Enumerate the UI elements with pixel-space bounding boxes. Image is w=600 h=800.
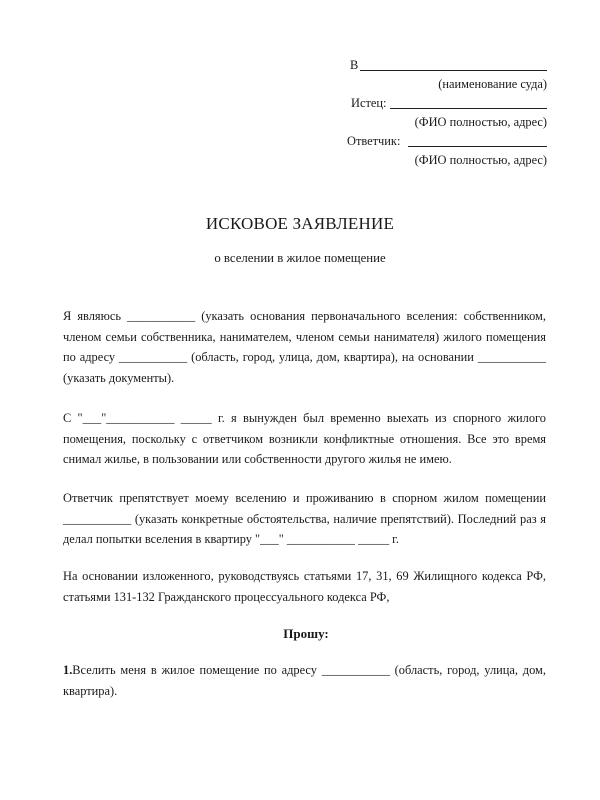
court-note-line — [340, 75, 550, 94]
request-item-text: Вселить меня в жилое помещение по адресу ___________ (область, город, улица, дом, квартира). — [63, 663, 546, 698]
defendant-label: Ответчик: — [347, 134, 401, 148]
plaintiff-label: Истец: — [351, 96, 387, 110]
paragraph-obstacles — [63, 488, 546, 550]
paragraph-departure-text: С "___"___________ _____ г. я вынужден был временно выехать из спорного жилого помещения, поскольку с ответчиком возникли конфликтные отношения. Все это время снимал жилье, в пользовании или собственности другого жилья не имею. — [63, 411, 546, 466]
paragraph-legal-basis-text: На основании изложенного, руководствуясь статьями 17, 31, 69 Жилищного кодекса РФ, статьями 131-132 Гражданского процессуального кодекса РФ, — [63, 569, 546, 604]
paragraph-basis — [63, 306, 546, 388]
defendant-line — [340, 132, 550, 151]
request-item-number: 1. — [63, 663, 73, 677]
request-heading: Прошу: — [283, 626, 329, 641]
document-title: ИСКОВОЕ ЗАЯВЛЕНИЕ — [205, 214, 395, 233]
paragraph-obstacles-text: Ответчик препятствует моему вселению и проживанию в спорном жилом помещении ___________ (указать конкретные обстоятельства, наличие препятствий). Последний раз я делал попытки вселения в квартиру "___" ___________ _____ г. — [63, 491, 546, 546]
request-item — [63, 660, 546, 701]
paragraph-legal-basis — [63, 566, 546, 607]
court-blank-line — [360, 70, 547, 71]
document-header — [340, 56, 550, 170]
defendant-note: (ФИО полностью, адрес) — [414, 153, 547, 167]
plaintiff-line — [340, 94, 550, 113]
paragraph-departure — [63, 408, 546, 470]
court-note: (наименование суда) — [438, 77, 547, 91]
defendant-blank-line — [408, 146, 547, 147]
defendant-note-line — [340, 151, 550, 170]
document-subtitle: о вселении в жилое помещение — [214, 251, 386, 265]
plaintiff-note: (ФИО полностью, адрес) — [414, 115, 547, 129]
court-line — [340, 56, 550, 75]
plaintiff-blank-line — [390, 108, 547, 109]
court-prefix: В — [350, 58, 359, 72]
plaintiff-note-line — [340, 113, 550, 132]
paragraph-basis-text: Я являюсь ___________ (указать основания первоначального вселения: собственником, членом семьи собственника, нанимателем, членом семьи нанимателя) жилого помещения по адресу ___________ (область, город, улица, дом, квартира), на основании ___________ (указать документы). — [63, 309, 546, 385]
